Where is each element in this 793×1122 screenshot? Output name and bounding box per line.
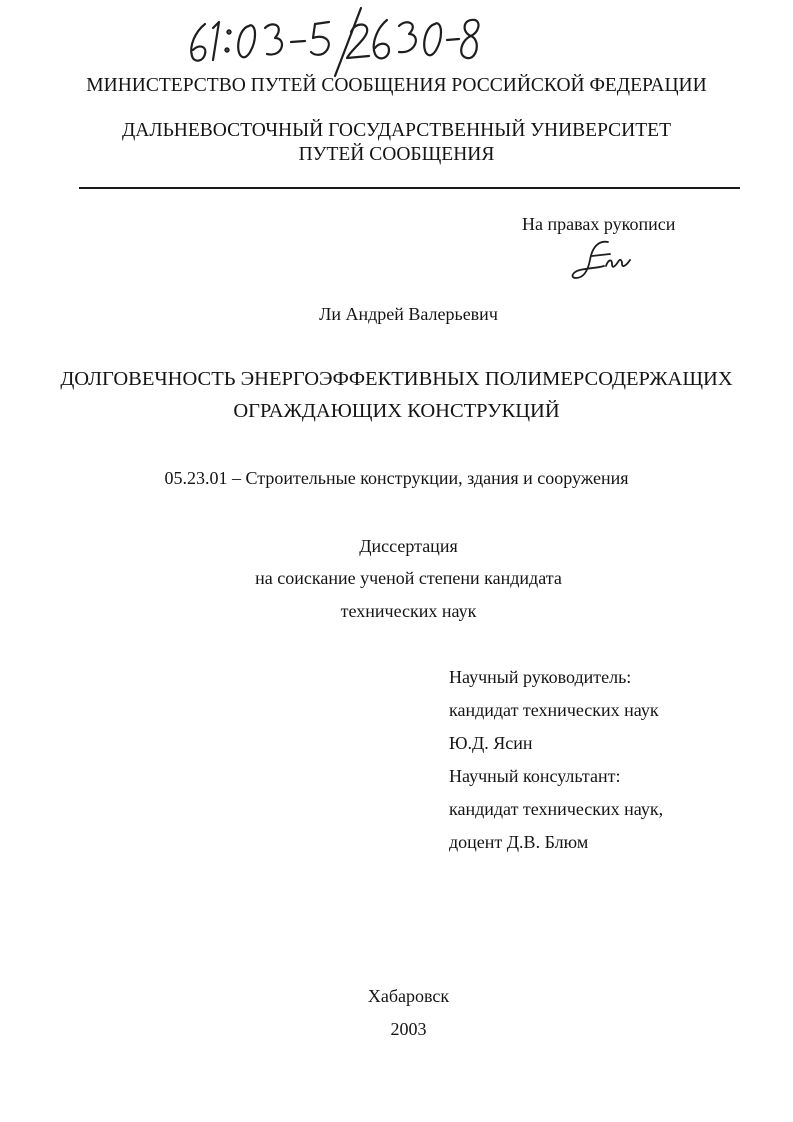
consultant-name: доцент Д.В. Блюм (449, 832, 589, 852)
dissertation-title-line1: ДОЛГОВЕЧНОСТЬ ЭНЕРГОЭФФЕКТИВНЫХ ПОЛИМЕРСОДЕРЖАЩИХ (60, 368, 733, 390)
degree-line1: Диссертация (359, 536, 458, 556)
handwritten-catalog-number (183, 6, 483, 78)
specialty-code: 05.23.01 – Строительные конструкции, здания и сооружения (164, 468, 629, 488)
handwritten-signature (568, 238, 638, 282)
consultant-degree: кандидат технических наук, (449, 799, 664, 819)
degree-line2: на соискание ученой степени кандидата (255, 568, 562, 588)
author-name: Ли Андрей Валерьевич (319, 304, 498, 324)
manuscript-note: На правах рукописи (522, 214, 676, 234)
header-divider (79, 187, 740, 189)
university-name-line2: ПУТЕЙ СООБЩЕНИЯ (298, 144, 495, 165)
consultant-label: Научный консультант: (449, 766, 621, 786)
city: Хабаровск (367, 986, 450, 1006)
supervisor-label: Научный руководитель: (449, 667, 632, 687)
supervisor-name: Ю.Д. Ясин (449, 733, 533, 753)
supervisor-degree: кандидат технических наук (449, 700, 659, 720)
degree-line3: технических наук (340, 601, 477, 621)
year: 2003 (390, 1019, 427, 1039)
ministry-name: МИНИСТЕРСТВО ПУТЕЙ СООБЩЕНИЯ РОССИЙСКОЙ ФЕДЕРАЦИИ (86, 75, 707, 96)
university-name-line1: ДАЛЬНЕВОСТОЧНЫЙ ГОСУДАРСТВЕННЫЙ УНИВЕРСИТЕТ (121, 120, 672, 141)
dissertation-title-line2: ОГРАЖДАЮЩИХ КОНСТРУКЦИЙ (233, 400, 560, 422)
